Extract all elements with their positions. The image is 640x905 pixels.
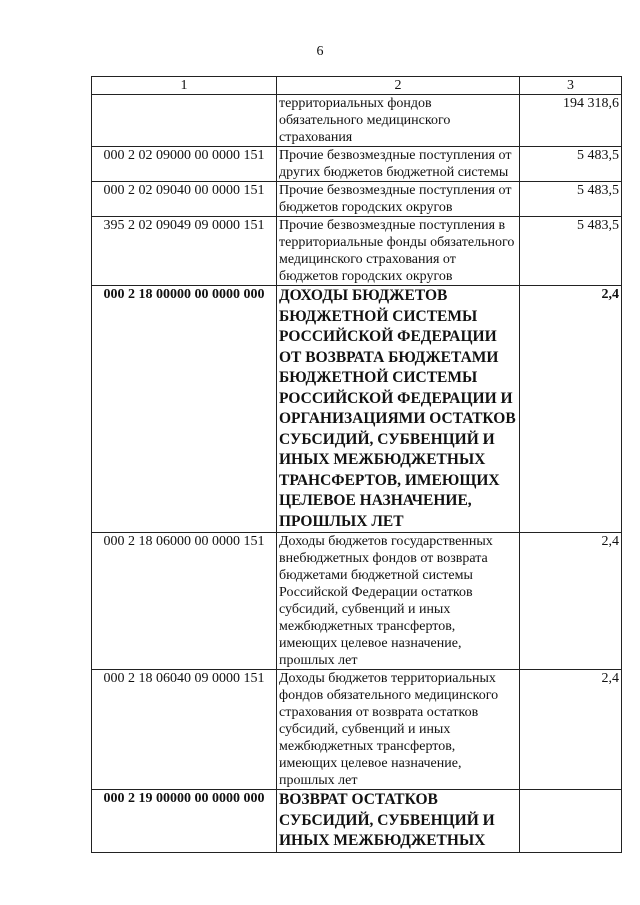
row-code: 000 2 02 09000 00 0000 151 [92,147,277,182]
row-name: Прочие безвозмездные поступления от бюджетов городских округов [277,182,520,217]
row-sum: 5 483,5 [520,147,622,182]
row-name: ДОХОДЫ БЮДЖЕТОВ БЮДЖЕТНОЙ СИСТЕМЫ РОССИЙСКОЙ ФЕДЕРАЦИИ ОТ ВОЗВРАТА БЮДЖЕТАМИ БЮДЖЕТНОЙ СИСТЕМЫ РОССИЙСКОЙ ФЕДЕРАЦИИ И ОРГАНИЗАЦИЯМИ ОСТАТКОВ СУБСИДИЙ, СУБВЕНЦИЙ И ИНЫХ МЕЖБЮДЖЕТНЫХ ТРАНСФЕРТОВ, ИМЕЮЩИХ ЦЕЛЕВОЕ НАЗНАЧЕНИЕ, ПРОШЛЫХ ЛЕТ [277,286,520,533]
row-code [92,95,277,147]
row-code: 000 2 18 06040 09 0000 151 [92,670,277,790]
table-row [92,533,622,670]
row-code: 000 2 19 00000 00 0000 000 [92,790,277,853]
column-header-name: 2 [277,77,520,95]
row-name: Прочие безвозмездные поступления в территориальные фонды обязательного медицинского страхования от бюджетов городских округов [277,217,520,286]
table-header-row [92,77,622,95]
column-header-sum: 3 [520,77,622,95]
table-row [92,182,622,217]
revenue-table [91,76,622,853]
table-row [92,217,622,286]
table-row [92,147,622,182]
row-sum: 5 483,5 [520,182,622,217]
table-row-section [92,790,622,853]
page-number: 6 [316,44,324,59]
row-name: территориальных фондов обязательного медицинского страхования [277,95,520,147]
row-code: 000 2 02 09040 00 0000 151 [92,182,277,217]
row-code: 000 2 18 06000 00 0000 151 [92,533,277,670]
row-sum [520,790,622,853]
table-row-section [92,286,622,533]
row-name: ВОЗВРАТ ОСТАТКОВ СУБСИДИЙ, СУБВЕНЦИЙ И ИНЫХ МЕЖБЮДЖЕТНЫХ [277,790,520,853]
row-name: Прочие безвозмездные поступления от других бюджетов бюджетной системы [277,147,520,182]
row-sum: 2,4 [520,286,622,533]
row-sum: 2,4 [520,533,622,670]
row-sum: 194 318,6 [520,95,622,147]
row-sum: 5 483,5 [520,217,622,286]
row-code: 000 2 18 00000 00 0000 000 [92,286,277,533]
row-code: 395 2 02 09049 09 0000 151 [92,217,277,286]
table-row [92,670,622,790]
row-name: Доходы бюджетов территориальных фондов обязательного медицинского страхования от возврата остатков субсидий, субвенций и иных межбюджетных трансфертов, имеющих целевое назначение, прошлых лет [277,670,520,790]
row-name: Доходы бюджетов государственных внебюджетных фондов от возврата бюджетами бюджетной системы Российской Федерации остатков субсидий, субвенций и иных межбюджетных трансфертов, имеющих целевое назначение, прошлых лет [277,533,520,670]
column-header-code: 1 [92,77,277,95]
table-row [92,95,622,147]
row-sum: 2,4 [520,670,622,790]
